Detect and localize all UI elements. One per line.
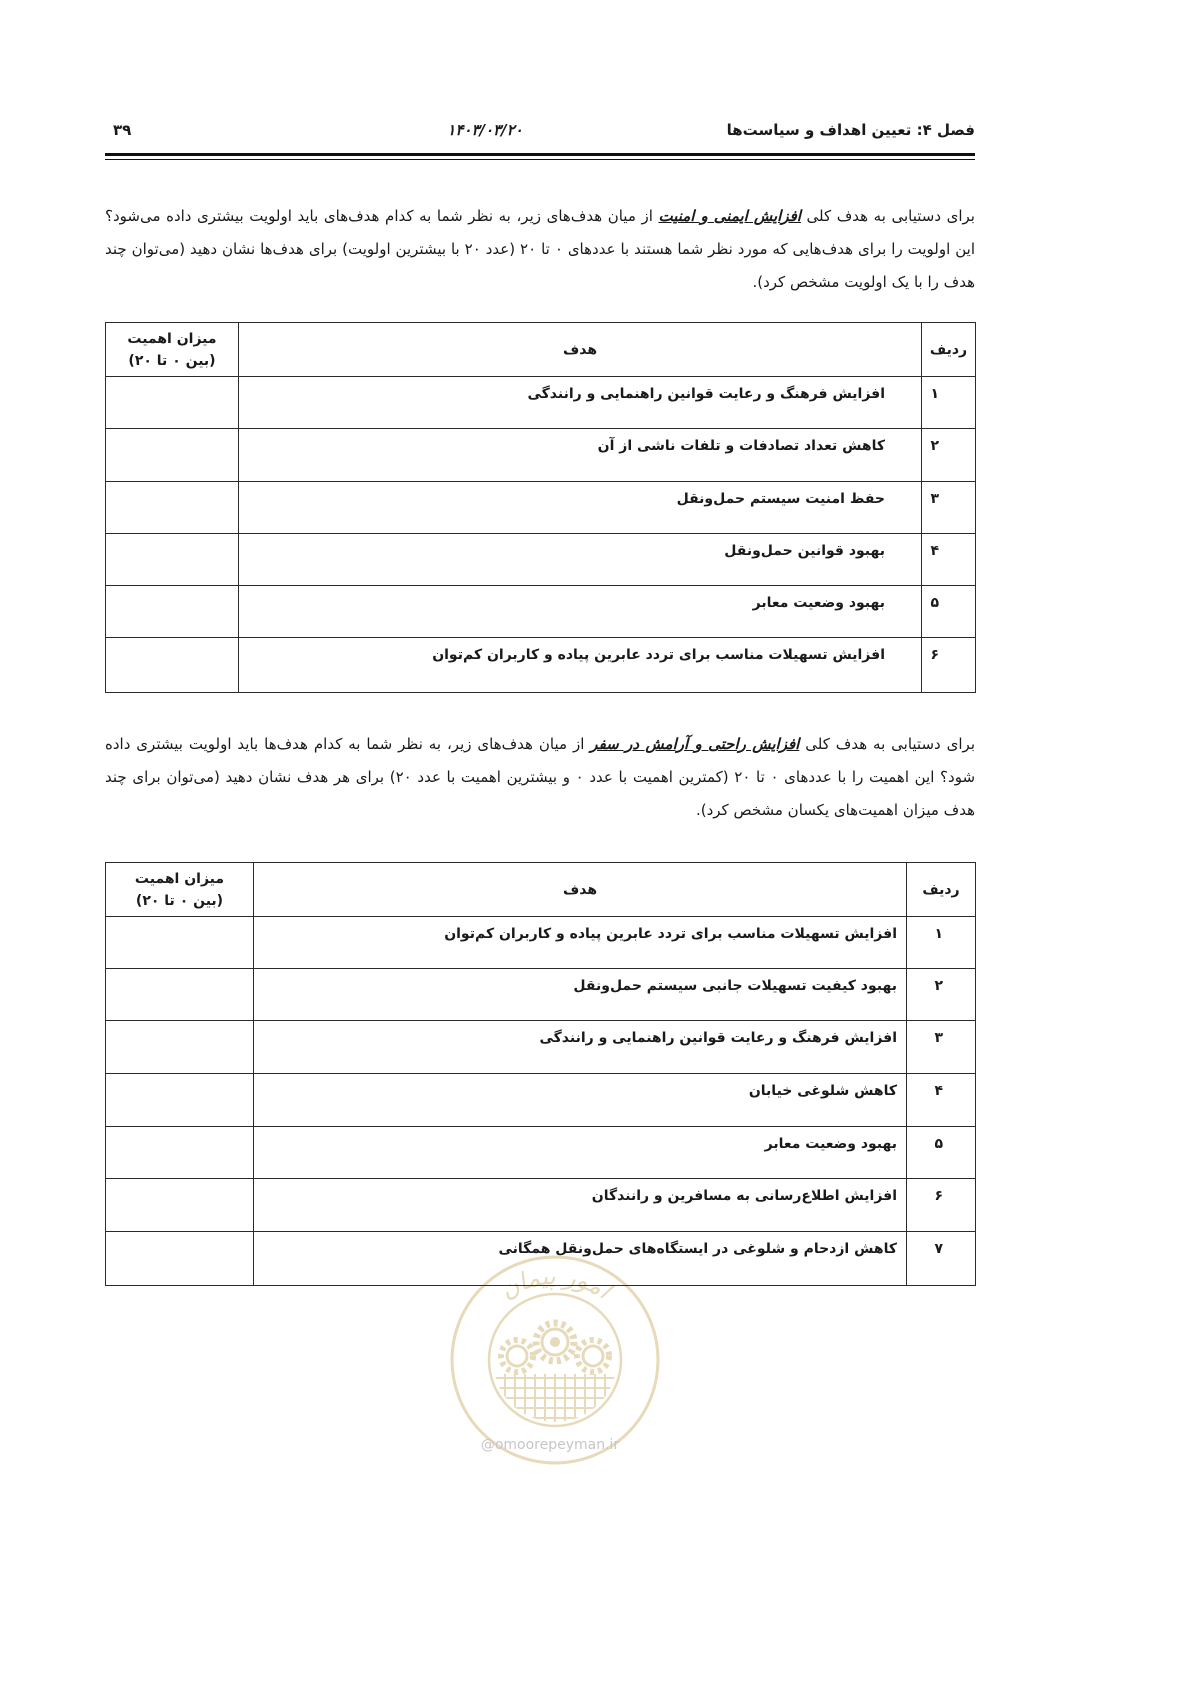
- table-row: [106, 969, 976, 1021]
- overall-goal: افزایش ایمنی و امنیت: [658, 207, 801, 225]
- goal-text: بهبود وضعیت معابر: [239, 586, 922, 638]
- importance-cell: [106, 482, 239, 534]
- logo-lettering-path: امور پیمان: [495, 1261, 616, 1305]
- header-rule-thick: [105, 153, 975, 156]
- goal-text: بهبود قوانین حمل‌ونقل: [239, 534, 922, 586]
- col-importance-label: میزان اهمیت: [127, 330, 217, 347]
- row-number: ۱: [922, 377, 976, 429]
- importance-cell: [106, 638, 239, 693]
- col-importance-range: (بین ۰ تا ۲۰): [128, 352, 216, 369]
- row-number: ۳: [922, 482, 976, 534]
- intro-before: برای دستیابی به هدف کلی: [799, 735, 975, 753]
- importance-cell: [106, 1074, 254, 1127]
- table-row: [106, 638, 976, 693]
- importance-cell: [106, 586, 239, 638]
- goal-text: بهبود کیفیت تسهیلات جانبی سیستم حمل‌ونقل: [254, 969, 907, 1021]
- table-row: [106, 1179, 976, 1232]
- row-number: ۵: [907, 1127, 976, 1179]
- table-row: [106, 377, 976, 429]
- page-number: ۳۹: [113, 121, 132, 139]
- importance-cell: [106, 1021, 254, 1074]
- header-date: ۱۴۰۳/۰۳/۲۰: [447, 121, 523, 139]
- table-row: [106, 1232, 976, 1286]
- table-row: [106, 1127, 976, 1179]
- row-number: ۲: [922, 429, 976, 482]
- col-importance-header: [106, 323, 239, 377]
- row-number: ۲: [907, 969, 976, 1021]
- goal-text: کاهش تعداد تصادفات و تلفات ناشی از آن: [239, 429, 922, 482]
- watermark-site: @omoorepeyman.ir: [480, 1437, 620, 1453]
- importance-cell: [106, 377, 239, 429]
- importance-cell: [106, 917, 254, 969]
- goal-text: افزایش فرهنگ و رعایت قوانین راهنمایی و رانندگی: [254, 1021, 907, 1074]
- intro-before: برای دستیابی به هدف کلی: [800, 207, 975, 225]
- importance-cell: [106, 534, 239, 586]
- table-row: [106, 917, 976, 969]
- row-number: ۴: [907, 1074, 976, 1127]
- table-header-row: [106, 323, 976, 377]
- goal-text: افزایش تسهیلات مناسب برای تردد عابرین پیاده و کاربران کم‌توان: [239, 638, 922, 693]
- row-number: ۵: [922, 586, 976, 638]
- col-row-header: ردیف: [907, 863, 976, 917]
- row-number: ۶: [907, 1179, 976, 1232]
- row-number: ۴: [922, 534, 976, 586]
- table-row: [106, 534, 976, 586]
- col-goal-header: هدف: [239, 323, 922, 377]
- row-number: ۷: [907, 1232, 976, 1286]
- importance-cell: [106, 429, 239, 482]
- goals-table-1: [105, 322, 976, 693]
- intro-after: از میان هدف‌های زیر، به نظر شما به کدام هدف‌ها باید اولویت بیشتری داده شود؟ این اهمیت را با عددهای ۰ تا ۲۰ (کمترین اهمیت با عدد ۰ و بیشترین اهمیت با عدد ۲۰) برای هر هدف نشان دهید (می‌توان برای چند هدف میزان اهمیت‌های یکسان مشخص کرد).: [105, 735, 976, 819]
- col-importance-header: [106, 863, 254, 917]
- table-row: [106, 1074, 976, 1127]
- goal-text: بهبود وضعیت معابر: [254, 1127, 907, 1179]
- row-number: ۱: [907, 917, 976, 969]
- col-importance-range: (بین ۰ تا ۲۰): [135, 892, 224, 909]
- col-importance-label: میزان اهمیت: [134, 870, 225, 887]
- logo-lattice: [495, 1374, 615, 1430]
- header-rule-thin: [105, 159, 975, 160]
- section-2-intro: [105, 728, 975, 827]
- goal-text: افزایش تسهیلات مناسب برای تردد عابرین پیاده و کاربران کم‌توان: [254, 917, 907, 969]
- goal-text: افزایش فرهنگ و رعایت قوانین راهنمایی و رانندگی: [239, 377, 922, 429]
- intro-after: از میان هدف‌های زیر، به نظر شما به کدام هدف‌های باید اولویت بیشتری داده می‌شود؟ این اولویت را برای هدف‌هایی که مورد نظر شما هستند با عددهای ۰ تا ۲۰ (عدد ۲۰ با بیشترین اولویت) برای هدف‌ها نشان دهید (می‌توان چند هدف را با یک اولویت مشخص کرد).: [105, 207, 975, 291]
- importance-cell: [106, 969, 254, 1021]
- importance-cell: [106, 1127, 254, 1179]
- importance-cell: [106, 1179, 254, 1232]
- table-row: [106, 586, 976, 638]
- table-row: [106, 1021, 976, 1074]
- goals-table-2: [105, 862, 976, 1286]
- section-1-intro: [105, 200, 975, 299]
- table-row: [106, 482, 976, 534]
- goal-text: کاهش شلوغی خیابان: [254, 1074, 907, 1127]
- importance-cell: [106, 1232, 254, 1286]
- goal-text: کاهش ازدحام و شلوغی در ایستگاه‌های حمل‌ونقل همگانی: [254, 1232, 907, 1286]
- logo-gears: [501, 1323, 609, 1372]
- col-goal-header: هدف: [254, 863, 907, 917]
- table-header-row: [106, 863, 976, 917]
- col-row-header: ردیف: [922, 323, 976, 377]
- table-row: [106, 429, 976, 482]
- goal-text: افزایش اطلاع‌رسانی به مسافرین و رانندگان: [254, 1179, 907, 1232]
- overall-goal: افزایش راحتی و آرامش در سفر: [590, 735, 800, 753]
- row-number: ۳: [907, 1021, 976, 1074]
- goal-text: حفظ امنیت سیستم حمل‌ونقل: [239, 482, 922, 534]
- row-number: ۶: [922, 638, 976, 693]
- chapter-title: فصل ۴: تعیین اهداف و سیاست‌ها: [726, 121, 975, 139]
